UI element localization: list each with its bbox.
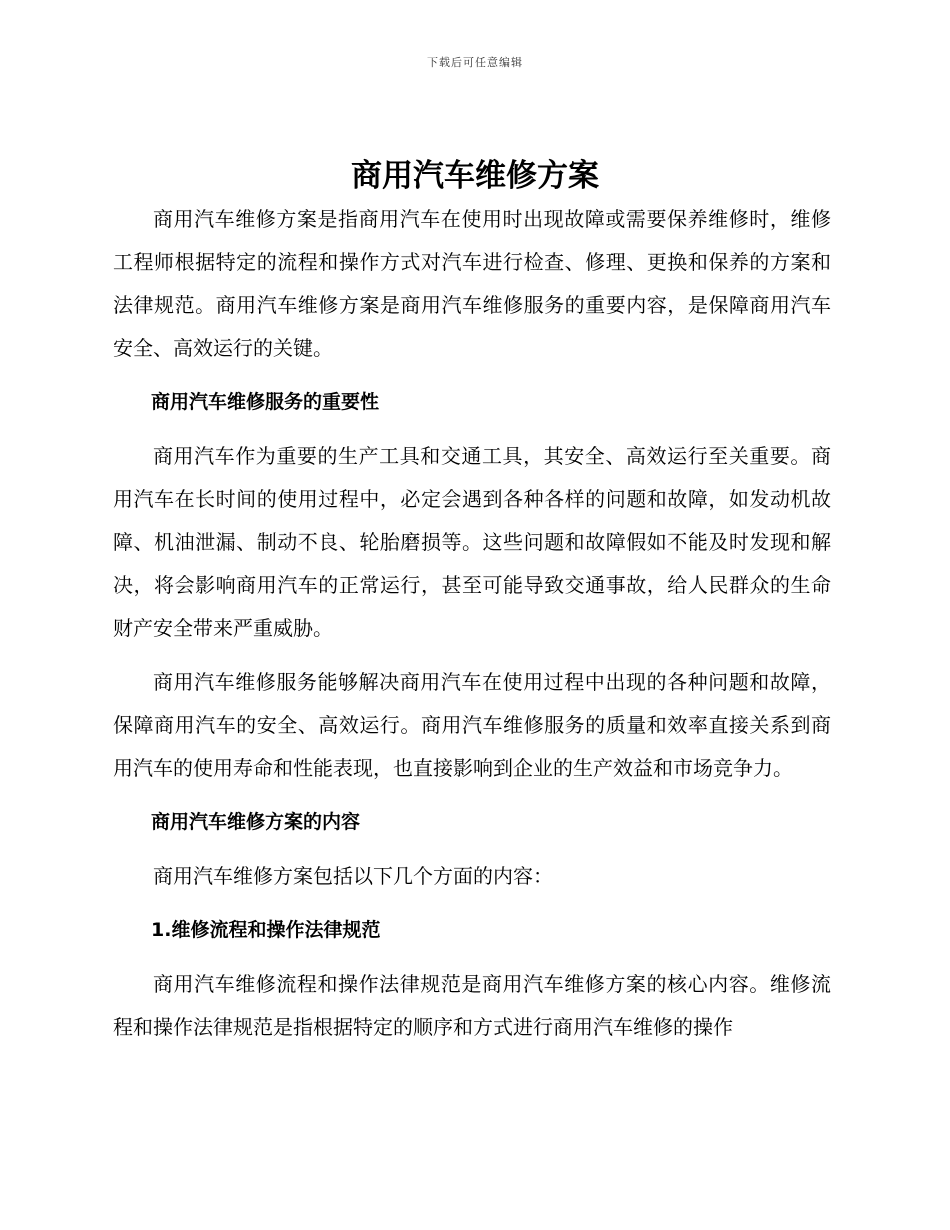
- document-title: 商用汽车维修方案: [351, 158, 599, 194]
- importance-paragraph-2: 商用汽车维修服务能够解决商用汽车在使用过程中出现的各种问题和故障，保障商用汽车的安全、高效运行。商用汽车维修服务的质量和效率直接关系到商用汽车的使用寿命和性能表现，也直接影响到企业的生产效益和市场竞争力。: [113, 670, 831, 780]
- page-header-note: 下载后可任意编辑: [427, 56, 523, 69]
- importance-paragraph-1: 商用汽车作为重要的生产工具和交通工具，其安全、高效运行至关重要。商用汽车在长时间的使用过程中，必定会遇到各种各样的问题和故障，如发动机故障、机油泄漏、制动不良、轮胎磨损等。这些问题和故障假如不能及时发现和解决，将会影响商用汽车的正常运行，甚至可能导致交通事故，给人民群众的生命财产安全带来严重威胁。: [113, 444, 831, 640]
- importance-heading: 商用汽车维修服务的重要性: [151, 391, 380, 413]
- content-heading: 商用汽车维修方案的内容: [151, 811, 361, 833]
- section-1-paragraph: 商用汽车维修流程和操作法律规范是商用汽车维修方案的核心内容。维修流程和操作法律规范是指根据特定的顺序和方式进行商用汽车维修的操作: [113, 972, 831, 1039]
- intro-paragraph: 商用汽车维修方案是指商用汽车在使用时出现故障或需要保养维修时，维修工程师根据特定的流程和操作方式对汽车进行检查、修理、更换和保养的方案和法律规范。商用汽车维修方案是商用汽车维修服务的重要内容，是保障商用汽车安全、高效运行的关键。: [113, 207, 831, 360]
- section-1-heading: 1.维修流程和操作法律规范: [151, 919, 381, 941]
- document-body: [113, 198, 831, 1049]
- content-intro-paragraph: 商用汽车维修方案包括以下几个方面的内容：: [153, 864, 553, 888]
